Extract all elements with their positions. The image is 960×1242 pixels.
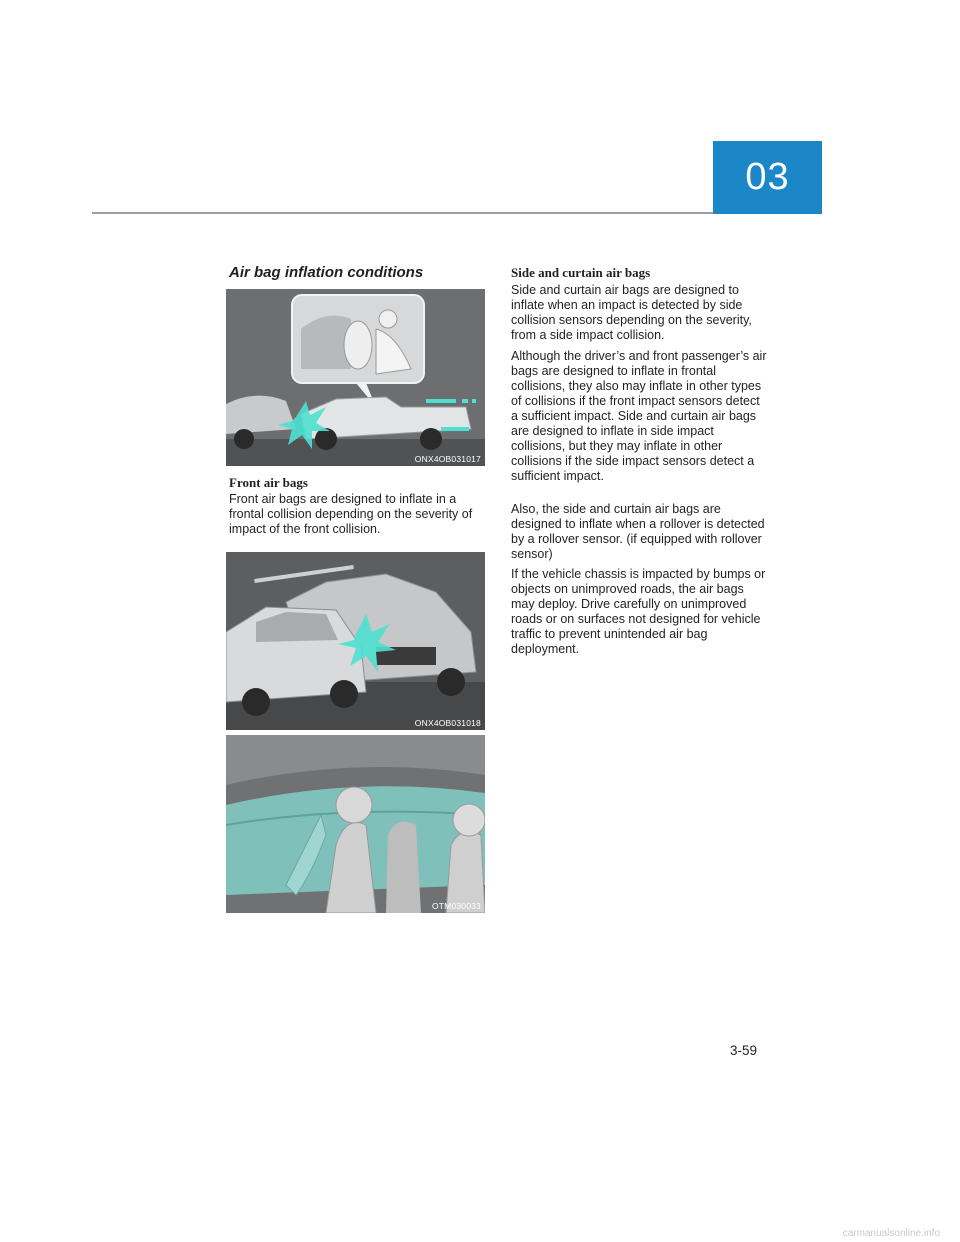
watermark: carmanualsonline.info (842, 1228, 940, 1239)
side-curtain-paragraph-2: Although the driver’s and front passenger’s air bags are designed to inflate in frontal collisions, they also may inflate in other types of collisions if the front impact sensors detect a sufficient impact. Side and curtain air bags are designed to inflate in side impact collisions, but they may inflate in other collisions if the side impact sensors detect a sufficient impact. (511, 349, 767, 483)
figure-code: ONX4OB031017 (414, 454, 481, 464)
front-collision-illustration (226, 289, 485, 466)
side-curtain-airbags-subhead: Side and curtain air bags (511, 265, 651, 280)
figure-front-collision (226, 289, 485, 466)
side-curtain-paragraph-4: If the vehicle chassis is impacted by bumps or objects on unimproved roads, the air bags may deploy. Drive carefully on unimproved roads or on surfaces not designed for vehicle traffic to prevent unintended air bag deployment. (511, 567, 766, 656)
figure-code: OTM030033 (431, 901, 481, 911)
section-title: Air bag inflation conditions (229, 264, 424, 281)
figure-code: ONX4OB031018 (414, 718, 481, 728)
chapter-number: 03 (745, 156, 790, 198)
header-rule (92, 212, 713, 214)
figure-curtain-airbag (226, 735, 485, 913)
chapter-tab (713, 141, 822, 214)
curtain-airbag-illustration (226, 735, 485, 913)
side-curtain-paragraph-1: Side and curtain air bags are designed to inflate when an impact is detected by side collision sensors depending on the severity, from a side impact collision. (511, 283, 752, 342)
page-number: 3-59 (730, 1043, 758, 1058)
side-curtain-paragraph-3: Also, the side and curtain air bags are designed to inflate when a rollover is detected by a rollover sensor. (if equipped with rollover sensor) (511, 502, 765, 561)
front-airbags-paragraph: Front air bags are designed to inflate in a frontal collision depending on the severity of impact of the front collision. (229, 492, 473, 536)
front-airbags-subhead: Front air bags (229, 475, 308, 490)
side-collision-illustration (226, 552, 485, 730)
figure-side-collision (226, 552, 485, 730)
